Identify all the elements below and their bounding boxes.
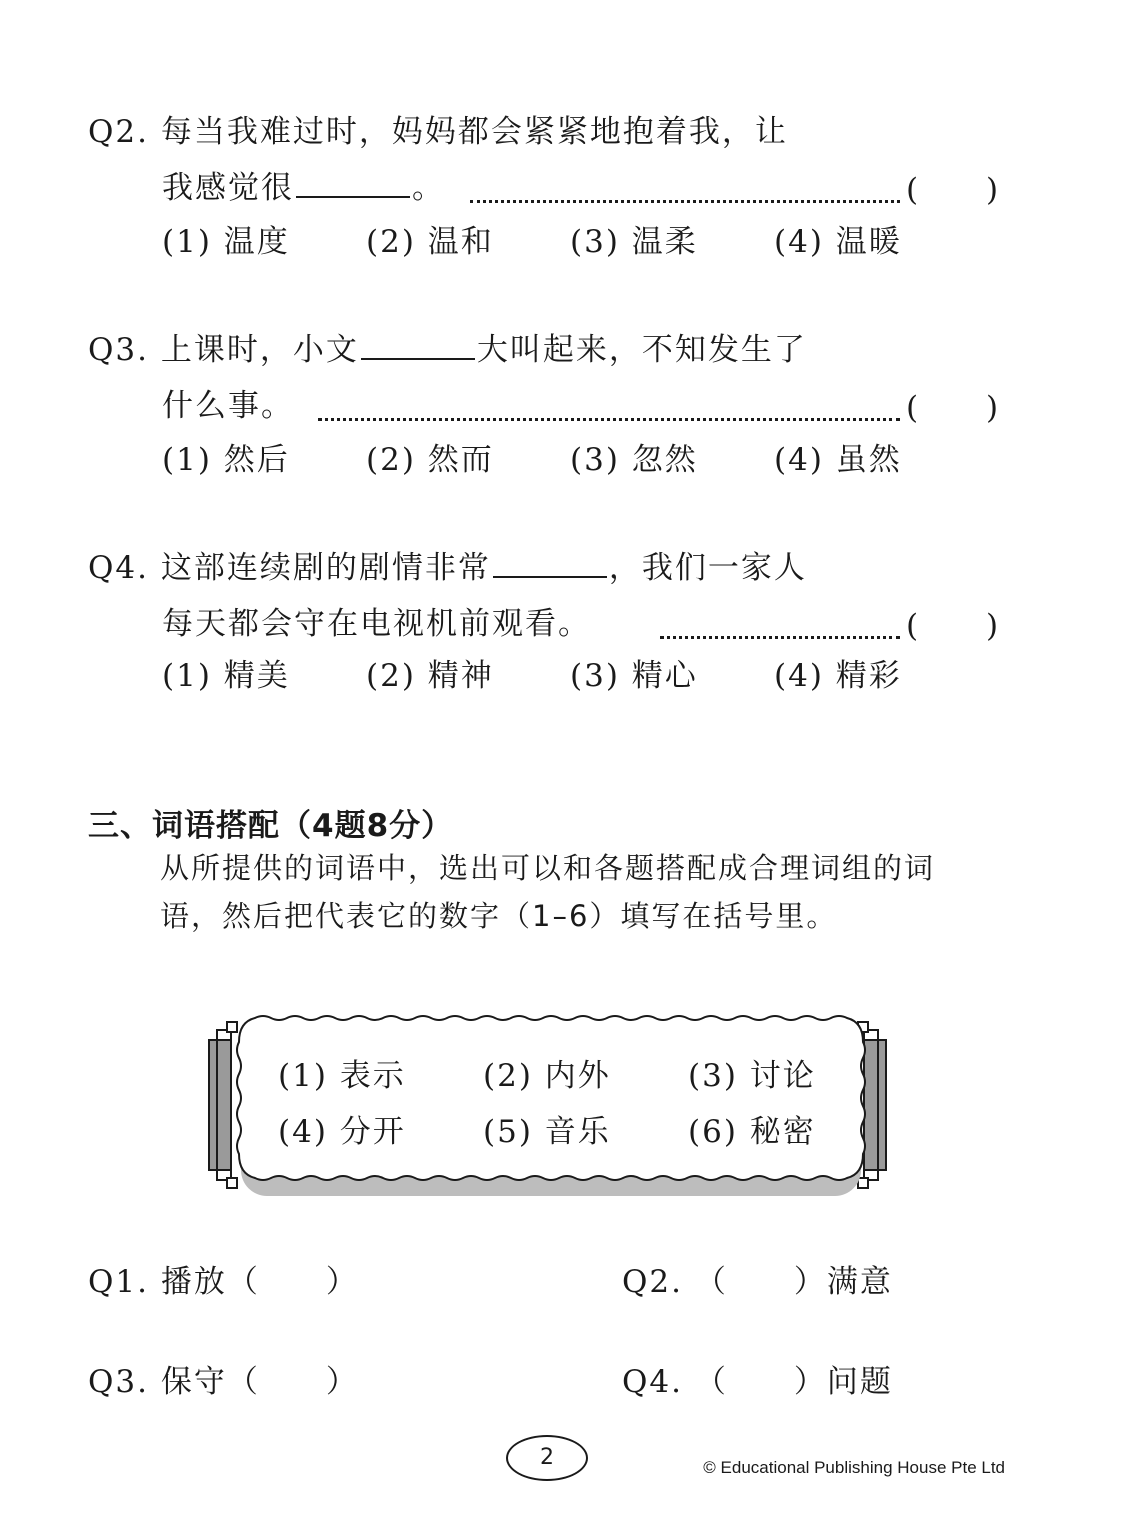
matching-label: Q4. （ <box>622 1364 728 1400</box>
question-text: 这部连续剧的剧情非常 <box>160 550 491 586</box>
question-text: 上课时，小文 <box>160 332 359 368</box>
answer-blank[interactable] <box>296 170 410 198</box>
question-number: Q4. <box>88 550 149 586</box>
option[interactable]: (4) 精彩 <box>774 658 902 694</box>
option[interactable]: (3) 忽然 <box>570 442 698 478</box>
copyright-notice: © Educational Publishing House Pte Ltd <box>703 1458 1005 1477</box>
matching-label: Q1. 播放（ <box>88 1264 260 1300</box>
dot-leader <box>318 418 900 421</box>
option[interactable]: (3) 精心 <box>570 658 698 694</box>
matching-question-q2[interactable] <box>622 1256 893 1301</box>
section-instruction: 从所提供的词语中，选出可以和各题搭配成合理词组的词 <box>160 851 936 885</box>
option[interactable]: (4) 温暖 <box>774 224 902 260</box>
option[interactable]: (1) 精美 <box>162 658 290 694</box>
answer-paren-close: ) <box>986 172 999 208</box>
option[interactable]: (1) 温度 <box>162 224 290 260</box>
question-number: Q2. <box>88 114 149 150</box>
question-number: Q3. <box>88 332 149 368</box>
word-bank-item: (1) 表示 <box>278 1058 406 1094</box>
word-bank-item: (3) 讨论 <box>688 1058 816 1094</box>
answer-blank[interactable] <box>493 550 607 578</box>
option[interactable]: (1) 然后 <box>162 442 290 478</box>
answer-paren-open: ( <box>906 390 919 426</box>
matching-close: ） <box>325 1364 359 1400</box>
section-title: 三、词语搭配（4题8分） <box>88 808 454 844</box>
answer-paren-open: ( <box>906 608 919 644</box>
word-bank-item: (2) 内外 <box>483 1058 611 1094</box>
dot-leader <box>660 636 900 639</box>
option[interactable]: (2) 然而 <box>366 442 494 478</box>
matching-close: ） <box>325 1264 359 1300</box>
answer-paren-close: ) <box>986 390 999 426</box>
question-text: 大叫起来，不知发生了 <box>476 332 807 368</box>
matching-question-q4[interactable] <box>622 1356 893 1401</box>
matching-question-q1[interactable] <box>88 1256 359 1301</box>
word-bank-item: (4) 分开 <box>278 1114 406 1150</box>
question-text: 。 <box>412 170 445 206</box>
question-text: 每当我难过时，妈妈都会紧紧地抱着我，让 <box>160 114 788 150</box>
option[interactable]: (4) 虽然 <box>774 442 902 478</box>
word-bank-box <box>205 1010 890 1200</box>
word-bank-item: (6) 秘密 <box>688 1114 816 1150</box>
page-number: 2 <box>506 1435 588 1481</box>
answer-paren-open: ( <box>906 172 919 208</box>
dot-leader <box>470 200 900 203</box>
answer-blank[interactable] <box>361 332 475 360</box>
option[interactable]: (2) 温和 <box>366 224 494 260</box>
answer-paren-close: ) <box>986 608 999 644</box>
matching-question-q3[interactable] <box>88 1356 359 1401</box>
question-text: 我感觉很 <box>162 170 294 206</box>
question-text: 每天都会守在电视机前观看。 <box>162 606 591 642</box>
option[interactable]: (2) 精神 <box>366 658 494 694</box>
section-instruction: 语，然后把代表它的数字（1–6）填写在括号里。 <box>160 899 838 933</box>
option[interactable]: (3) 温柔 <box>570 224 698 260</box>
word-bank-item: (5) 音乐 <box>483 1114 611 1150</box>
matching-label: Q3. 保守（ <box>88 1364 260 1400</box>
matching-label: Q2. （ <box>622 1264 728 1300</box>
matching-close: ）满意 <box>793 1264 893 1300</box>
question-text: 什么事。 <box>162 388 294 424</box>
question-text: ，我们一家人 <box>608 550 807 586</box>
scroll-frame-graphic <box>205 1010 890 1200</box>
matching-close: ）问题 <box>793 1364 893 1400</box>
